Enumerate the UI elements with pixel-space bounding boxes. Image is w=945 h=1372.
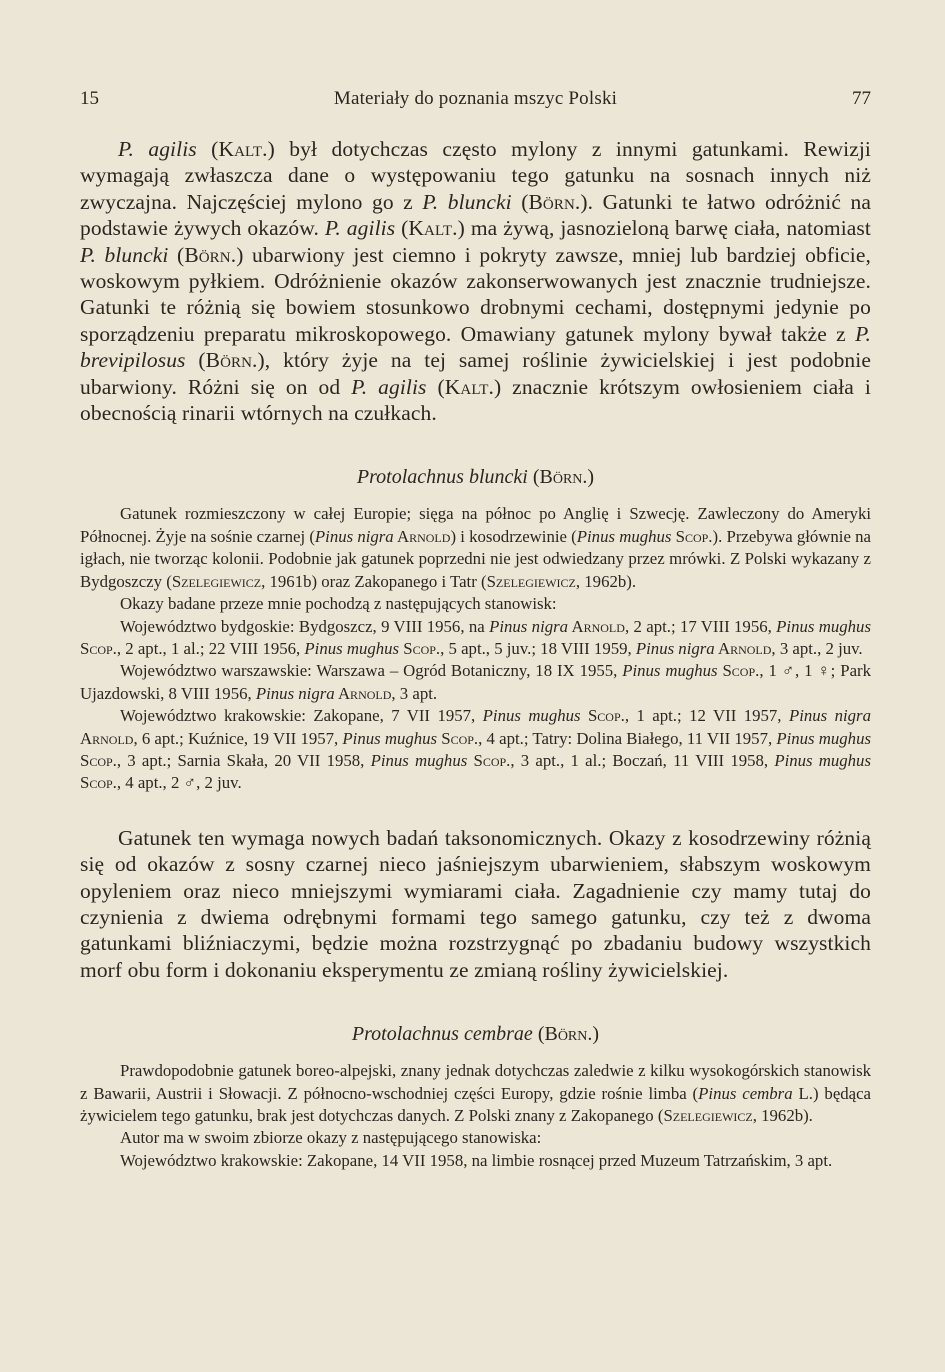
paragraph-cembrae-distribution xyxy=(80,1060,871,1127)
author-name: Scop. xyxy=(80,750,117,770)
author-name: Kalt. xyxy=(408,216,458,241)
text: ) ma żywą, jasnozieloną barwę ciała, natomiast xyxy=(457,216,871,241)
page-number-right: 77 xyxy=(851,88,871,109)
taxon-name: P. bluncki xyxy=(422,189,512,214)
author-name: Szelegiewicz xyxy=(486,571,576,591)
text: ) xyxy=(592,1023,600,1046)
text: Województwo warszawskie: Warszawa – Ogród Botaniczny, 18 IX 1955, xyxy=(120,661,623,681)
taxon-name: Pinus mughus xyxy=(342,728,438,748)
author-name: Arnold xyxy=(568,616,625,636)
section-heading-bluncki xyxy=(80,466,871,489)
text: ( xyxy=(168,242,185,267)
text: ) ubarwiony jest ciemno i pokryty zawsze, mniej lub bardziej obficie, woskowym pyłkiem. Odróżnienie okazów zakonserwowanych jest znacznie trudniejsze. Gatunki te różnią się bowiem stosunkowo drobnymi cechami, dostępnymi jedynie po sporządzeniu preparatu mikroskopowego. Omawiany gatunek mylony bywał także z xyxy=(80,242,871,346)
text: ). Przebywa głównie na igłach, nie tworząc kolonii. Podobnie jak gatunek poprzedni nie jest odwiedzany przez mrówki. Z Polski wykazany z Bydgoszczy ( xyxy=(80,526,871,591)
taxon-name: Pinus cembra xyxy=(698,1083,793,1103)
taxon-name: Protolachnus bluncki xyxy=(356,466,528,489)
text: ( xyxy=(527,466,540,489)
taxon-name: Pinus mughus xyxy=(774,750,871,770)
text: , 3 apt. xyxy=(391,683,438,703)
spacer xyxy=(80,795,871,825)
paragraph-distribution xyxy=(80,503,871,593)
author-name: Scop. xyxy=(80,773,117,793)
taxon-name: Pinus nigra xyxy=(788,706,871,726)
text: ) był dotychczas często mylony z innymi gatunkami. Rewizji wymagają zwłaszcza dane o występowaniu tego gatunku na sosnach innych niż zwyczajna. Najczęściej mylono go z xyxy=(80,137,871,214)
taxon-name: Pinus nigra xyxy=(489,616,569,636)
author-name: Arnold xyxy=(714,638,772,658)
author-name: Kalt. xyxy=(444,374,494,399)
paragraph-cembrae-specimens-intro: Autor ma w swoim zbiorze okazy z następującego stanowiska: xyxy=(120,1128,542,1148)
text: , 1961b) oraz Zakopanego i Tatr ( xyxy=(261,571,487,591)
taxon-name: P. agilis xyxy=(351,374,427,399)
text: , 6 apt.; Kuźnice, 19 VII 1957, xyxy=(133,728,343,748)
author-name: Scop. xyxy=(80,638,117,658)
text: ) znacznie krótszym owłosieniem ciała i obecnością rinarii wtórnych na czułkach. xyxy=(80,374,871,426)
author-name: Börn. xyxy=(184,242,237,267)
taxon-name: Pinus nigra xyxy=(255,683,335,703)
taxon-name: Pinus mughus xyxy=(622,661,718,681)
taxon-name: Pinus mughus xyxy=(776,728,871,748)
text: , 2 apt.; 17 VIII 1956, xyxy=(624,616,777,636)
text: , 1962b). xyxy=(575,571,637,591)
paragraph-cembrae-krakowskie: Województwo krakowskie: Zakopane, 14 VII 1958, na limbie rosnącej przed Muzeum Tatrzańskim, 3 apt. xyxy=(120,1150,833,1170)
author-name: Arnold xyxy=(334,683,392,703)
section-cembrae-body xyxy=(80,1060,871,1172)
author-name: Scop. xyxy=(437,728,479,748)
text: , 3 apt.; Sarnia Skała, 20 VII 1958, xyxy=(116,750,371,770)
section-bluncki-body xyxy=(80,503,871,794)
text: , 5 apt., 5 juv.; 18 VIII 1959, xyxy=(440,638,636,658)
taxon-name: Pinus mughus xyxy=(576,526,672,546)
running-title: Materiały do poznania mszyc Polski xyxy=(333,88,618,109)
author-name: Arnold xyxy=(393,526,451,546)
section-heading-cembrae xyxy=(80,1023,871,1046)
text: , 1962b). xyxy=(752,1106,813,1125)
taxon-name: Pinus mughus xyxy=(304,638,400,658)
taxon-name: Pinus mughus xyxy=(482,706,581,726)
author-name: Börn. xyxy=(205,348,258,373)
text: , 1 apt.; 12 VII 1957, xyxy=(624,706,789,726)
page-number-left: 15 xyxy=(80,88,99,109)
section-bluncki-discussion xyxy=(80,825,871,983)
text: ( xyxy=(426,374,445,399)
text: ), który żyje na tej samej roślinie żywicielskiej i jest podobnie ubarwiony. Różni się on od xyxy=(80,348,871,399)
paragraph-bydgoskie xyxy=(80,616,871,661)
text: ). Gatunki te łatwo odróżnić na podstawie żywych okazów. xyxy=(80,189,871,241)
author-name: Szelegiewicz xyxy=(171,571,262,591)
taxon-name: P. agilis xyxy=(324,216,396,241)
paragraph-warszawskie xyxy=(80,660,871,705)
author-name: Börn. xyxy=(528,189,581,214)
text: , 4 apt.; Tatry: Dolina Białego, 11 VII 1957, xyxy=(478,728,777,748)
author-name: Börn. xyxy=(539,466,588,489)
author-name: Szelegiewicz xyxy=(663,1106,753,1125)
intro-paragraph xyxy=(80,136,871,426)
author-name: Börn. xyxy=(544,1023,593,1046)
text: ( xyxy=(185,348,206,373)
text: , 3 apt., 2 juv. xyxy=(771,638,863,658)
text: Województwo krakowskie: Zakopane, 7 VII 1957, xyxy=(120,706,483,726)
text: ) i kosodrzewinie ( xyxy=(450,526,577,546)
text: ( xyxy=(196,137,219,161)
text: ( xyxy=(395,216,409,241)
taxon-name: P. bluncki xyxy=(80,242,169,267)
taxon-name: P. brevipilosus xyxy=(80,321,871,373)
taxon-name: Pinus nigra xyxy=(314,526,394,546)
author-name: Scop. xyxy=(580,706,625,726)
author-name: Kalt. xyxy=(218,137,268,161)
text: ( xyxy=(511,189,529,214)
text: , 4 apt., 2 ♂, 2 juv. xyxy=(116,773,242,793)
text: L.) będąca żywicielem tego gatunku, brak jest dotychczas danych. Z Polski znany z Zakopanego ( xyxy=(80,1083,872,1125)
paragraph-specimens-intro: Okazy badane przeze mnie pochodzą z następujących stanowisk: xyxy=(120,594,557,614)
text: ) xyxy=(587,466,595,489)
taxon-name: Pinus nigra xyxy=(635,638,715,658)
running-header xyxy=(80,88,871,110)
taxon-name: Pinus mughus xyxy=(776,616,871,636)
text: Gatunek rozmieszczony w całej Europie; sięga na północ po Anglię i Szwecję. Zawleczony do Ameryki Północnej. Żyje na sośnie czarnej ( xyxy=(80,504,871,546)
author-name: Scop. xyxy=(467,750,511,770)
text: , 1 ♂, 1 ♀; Park Ujazdowski, 8 VIII 1956, xyxy=(80,661,871,703)
author-name: Scop. xyxy=(671,526,713,546)
text: Prawdopodobnie gatunek boreo-alpejski, znany jednak dotychczas zaledwie z kilku wysokogórskich stanowisk z Bawarii, Austrii i Słowacji. Z północno-wschodniej części Europy, gdzie rośnie limba ( xyxy=(80,1061,871,1103)
intro-section xyxy=(80,136,871,426)
text: Województwo bydgoskie: Bydgoszcz, 9 VIII 1956, na xyxy=(120,616,490,636)
text: ( xyxy=(532,1023,545,1046)
author-name: Scop. xyxy=(399,638,441,658)
text: , 2 apt., 1 al.; 22 VIII 1956, xyxy=(116,638,305,658)
text: , 3 apt., 1 al.; Boczań, 11 VIII 1958, xyxy=(510,750,775,770)
taxon-name: Protolachnus cembrae xyxy=(351,1023,533,1046)
author-name: Scop. xyxy=(717,661,760,681)
paragraph-taxonomy: Gatunek ten wymaga nowych badań taksonomicznych. Okazy z kosodrzewiny różnią się od okazów z sosny czarnej nieco jaśniejszym ubarwieniem, słabszym woskowym opyleniem oraz nieco mniejszymi wymiarami ciała. Zagadnienie czy mamy tutaj do czynienia z dwiema odrębnymi formami tego samego gatunku, czy też z dwoma gatunkami bliźniaczymi, będzie można rozstrzygnąć po zbadaniu budowy wszystkich morf obu form i dokonaniu eksperymentu ze zmianą rośliny żywicielskiej. xyxy=(80,825,871,982)
taxon-name: P. agilis xyxy=(118,137,197,161)
taxon-name: Pinus mughus xyxy=(370,750,468,770)
paragraph-krakowskie xyxy=(80,705,871,795)
author-name: Arnold xyxy=(80,728,134,748)
